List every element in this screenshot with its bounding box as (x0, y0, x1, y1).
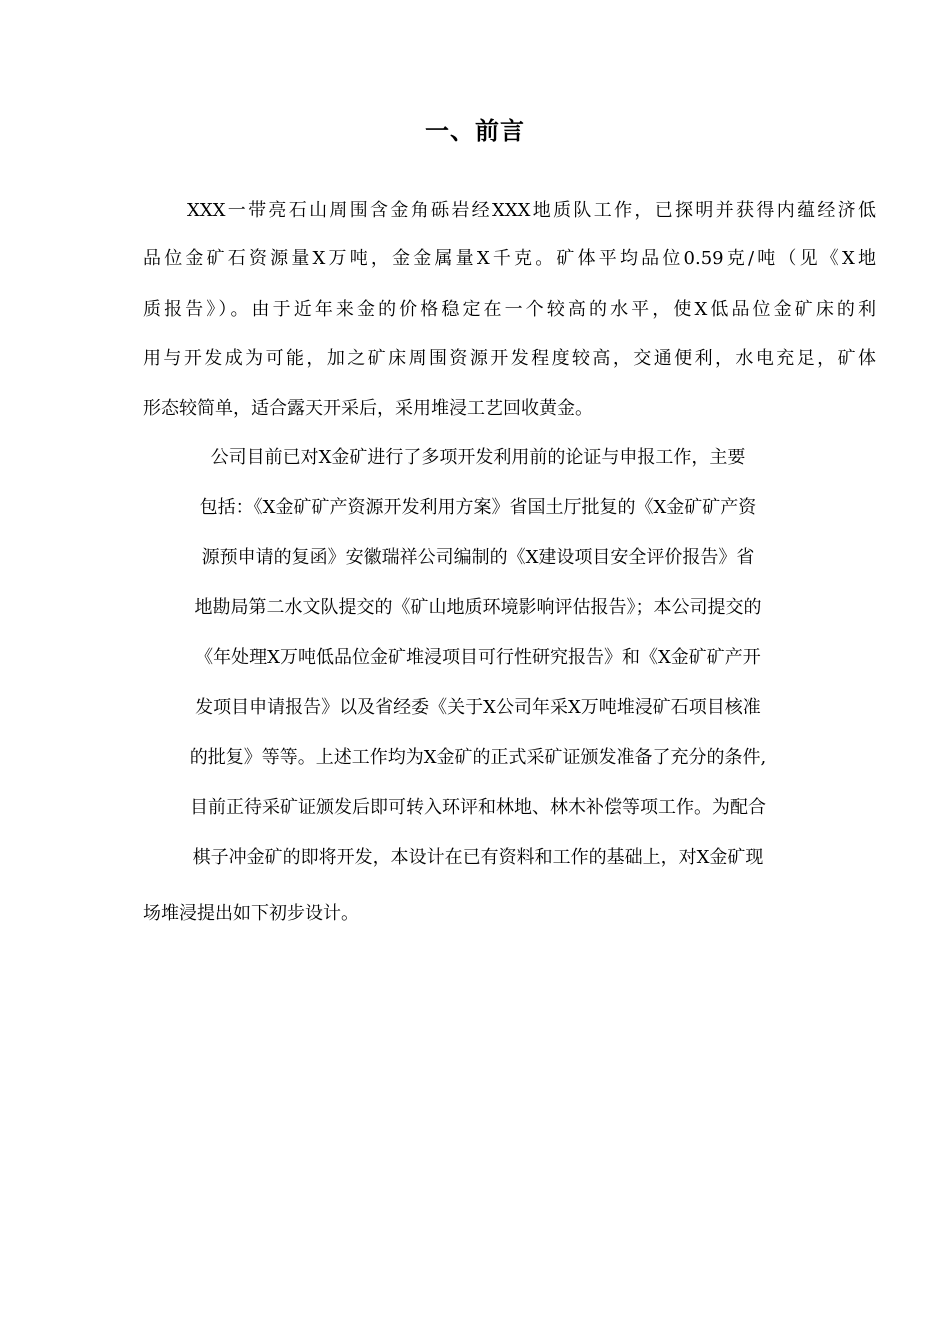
paragraph-1-line-4: 用与开发成为可能，加之矿床周围资源开发程度较高，交通便利，水电充足，矿体 (143, 348, 876, 369)
paragraph-1-line-2: 品位金矿石资源量X万吨，金金属量X千克。矿体平均品位0.59克/吨（见《X地 (143, 248, 876, 269)
paragraph-2-line-4: 地勘局第二水文队提交的《矿山地质环境影响评估报告》；本公司提交的 (194, 597, 762, 618)
paragraph-2-line-7: 的批复》等等。上述工作均为X金矿的正式采矿证颁发准备了充分的条件, (189, 747, 767, 768)
paragraph-2-line-3: 源预申请的复函》安徽瑞祥公司编制的《X建设项目安全评价报告》省 (201, 547, 755, 568)
paragraph-1-line-3: 质报告》）。由于近年来金的价格稳定在一个较高的水平，使X低品位金矿床的利 (143, 299, 876, 320)
paragraph-2-line-8: 目前正待采矿证颁发后即可转入环评和林地、林木补偿等项工作。为配合 (190, 797, 766, 818)
paragraph-1-line-5: 形态较简单，适合露天开采后，采用堆浸工艺回收黄金。 (143, 398, 593, 419)
paragraph-2-line-6: 发项目申请报告》以及省经委《关于X公司年采X万吨堆浸矿石项目核准 (195, 697, 761, 718)
section-heading: 一、前言 (425, 117, 525, 145)
paragraph-2-line-2: 包括：《X金矿矿产资源开发利用方案》省国土厅批复的《X金矿矿产资 (199, 497, 757, 518)
paragraph-2-line-5: 《年处理X万吨低品位金矿堆浸项目可行性研究报告》和《X金矿矿产开 (195, 647, 761, 668)
paragraph-2-line-1: 公司目前已对X金矿进行了多项开发利用前的论证与申报工作，主要 (210, 447, 746, 468)
paragraph-1-line-1: XXX一带亮石山周围含金角砾岩经XXX地质队工作，已探明并获得内蕴经济低 (187, 200, 876, 221)
paragraph-2-line-10: 场堆浸提出如下初步设计。 (143, 903, 359, 924)
paragraph-2-line-9: 棋子冲金矿的即将开发，本设计在已有资料和工作的基础上，对X金矿现 (192, 847, 764, 868)
